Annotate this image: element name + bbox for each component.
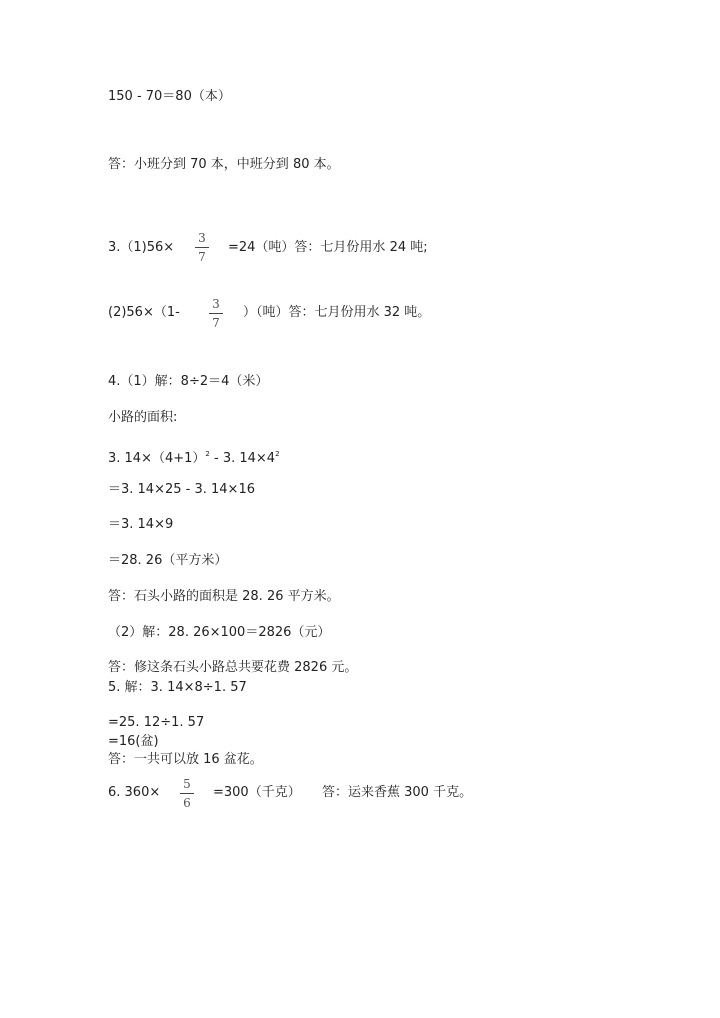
q5-step1: =25. 12÷1. 57 bbox=[108, 715, 205, 730]
q5-step2: =16(盆) bbox=[108, 734, 159, 749]
q4-part2-solution: （2）解：28. 26×100＝2826（元） bbox=[108, 625, 331, 640]
fraction-bar bbox=[195, 247, 209, 248]
line-150-minus-70: 150 - 70＝80（本） bbox=[108, 89, 231, 104]
fraction-numerator: 3 bbox=[198, 231, 206, 245]
area-formula bbox=[108, 446, 280, 467]
fraction-bar bbox=[180, 793, 194, 794]
q6-result: =300（千克） bbox=[213, 785, 301, 800]
fraction-5-6 bbox=[180, 778, 194, 809]
q3-part2-answer: ）（吨）答：七月份用水 32 吨。 bbox=[243, 305, 431, 320]
q3-part1-answer: =24（吨）答：七月份用水 24 吨; bbox=[228, 240, 428, 255]
q5-solution: 5. 解：3. 14×8÷1. 57 bbox=[108, 680, 247, 695]
q6-prefix: 6. 360× bbox=[108, 785, 161, 800]
q3-part1-prefix: 3.（1)56× bbox=[108, 240, 175, 255]
answer-path-area: 答：石头小路的面积是 28. 26 平方米。 bbox=[108, 589, 340, 604]
path-area-heading: 小路的面积: bbox=[108, 410, 178, 425]
area-step1: ＝3. 14×25 - 3. 14×16 bbox=[108, 482, 255, 497]
fraction-numerator: 5 bbox=[183, 777, 191, 791]
fraction-denominator: 6 bbox=[183, 796, 191, 810]
fraction-denominator: 7 bbox=[198, 250, 206, 264]
fraction-3-7-b bbox=[209, 298, 223, 329]
answer-flower-pots: 答：一共可以放 16 盆花。 bbox=[108, 752, 263, 767]
exponent: 2 bbox=[275, 450, 280, 458]
fraction-3-7-a bbox=[195, 232, 209, 263]
q4-part1-solution: 4.（1）解：8÷2＝4（米） bbox=[108, 374, 269, 389]
fraction-denominator: 7 bbox=[212, 316, 220, 330]
answer-total-cost: 答：修这条石头小路总共要花费 2826 元。 bbox=[108, 660, 358, 675]
exponent: 2 bbox=[205, 450, 210, 458]
area-formula-part1: 3. 14×（4+1） bbox=[108, 451, 206, 466]
area-formula-part2: - 3. 14×4 bbox=[209, 451, 276, 466]
area-result: ＝28. 26（平方米） bbox=[108, 553, 228, 568]
answer-bananas: 答：运来香蕉 300 千克。 bbox=[322, 785, 473, 800]
fraction-numerator: 3 bbox=[212, 297, 220, 311]
q3-part2-prefix: (2)56×（1- bbox=[108, 305, 180, 320]
fraction-bar bbox=[209, 313, 223, 314]
answer-class-books: 答：小班分到 70 本，中班分到 80 本。 bbox=[108, 157, 340, 172]
area-step2: ＝3. 14×9 bbox=[108, 517, 174, 532]
